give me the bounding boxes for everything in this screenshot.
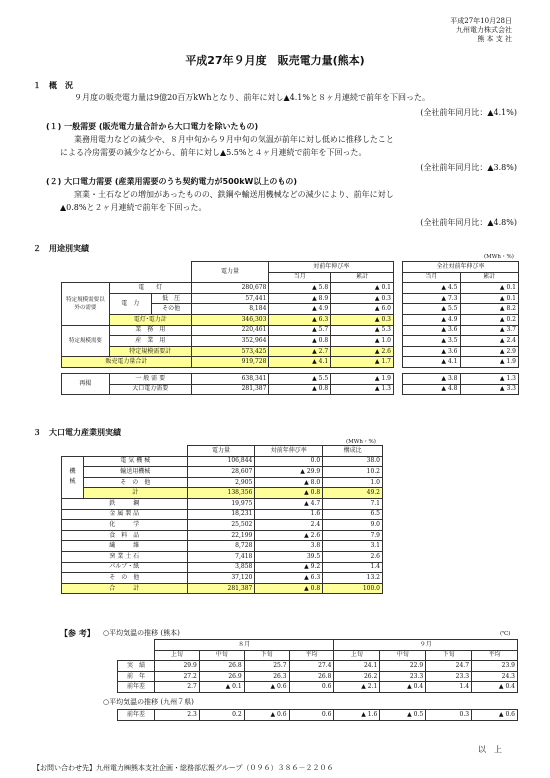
table-cell: 8,728 xyxy=(187,541,255,552)
table-cell: 26.3 xyxy=(244,671,289,682)
table-cell: 8,184 xyxy=(191,304,269,315)
table-cell: ▲ 1.3 xyxy=(331,384,394,395)
table-cell: 24.7 xyxy=(426,661,472,672)
usage-col-month: 当月 xyxy=(269,272,331,283)
table-cell: ▲ 4.1 xyxy=(403,357,461,368)
table-row xyxy=(403,336,519,347)
table-cell: 輸送用機械 xyxy=(83,467,187,478)
table-cell: 2.4 xyxy=(255,520,323,531)
table-cell: 大口電力需要 xyxy=(109,384,191,395)
table-cell: ▲ 2.6 xyxy=(331,346,394,357)
overview-company-ratio: (全社前年同月比：▲4.1%) xyxy=(420,108,517,117)
table-cell: 0.2 xyxy=(199,710,244,721)
table-row xyxy=(62,373,394,384)
table-cell: 18,231 xyxy=(187,509,255,520)
table-cell: 3.8 xyxy=(255,541,323,552)
table-cell: 電灯･電力計 xyxy=(109,314,191,325)
table-row xyxy=(62,477,383,488)
table-cell: ▲ 4.9 xyxy=(269,304,331,315)
table-row xyxy=(62,488,383,499)
table-cell: 2.6 xyxy=(323,551,383,562)
table-cell: 10.2 xyxy=(323,467,383,478)
table-cell: 2,905 xyxy=(187,477,255,488)
usage-col-amount: 電力量 xyxy=(191,262,269,283)
table-cell: 繊 維 xyxy=(62,541,188,552)
table-cell: ▲ 5.7 xyxy=(269,325,331,336)
table-row xyxy=(403,293,519,304)
company-col-cumulative: 累計 xyxy=(460,272,519,283)
table-cell: 1.0 xyxy=(323,477,383,488)
table-cell: 下旬 xyxy=(244,650,289,661)
temp-kumamoto-table xyxy=(117,639,518,693)
table-cell: ▲ 4.8 xyxy=(403,384,461,395)
table-cell: ▲ 6.3 xyxy=(269,314,331,325)
table-cell: 7.1 xyxy=(323,498,383,509)
table-row xyxy=(62,283,394,294)
table-row xyxy=(62,530,383,541)
table-cell: 49.2 xyxy=(323,488,383,499)
table-cell: ▲ 4.1 xyxy=(269,357,331,368)
table-cell: 0.6 xyxy=(289,682,334,693)
table-cell: ▲ 5.5 xyxy=(403,304,461,315)
table-cell: 220,461 xyxy=(191,325,269,336)
table-cell: 0.3 xyxy=(426,710,472,721)
table-cell: 27.2 xyxy=(154,671,199,682)
table-cell: 919,728 xyxy=(191,357,269,368)
table-cell: ▲ 0.3 xyxy=(331,314,394,325)
table-cell: 346,303 xyxy=(191,314,269,325)
table-cell: ▲ 0.4 xyxy=(472,682,518,693)
table-cell: 37,120 xyxy=(187,573,255,584)
table-cell: 下旬 xyxy=(426,650,472,661)
table-cell: 9.0 xyxy=(323,520,383,531)
table-cell: ▲ 0.1 xyxy=(199,682,244,693)
table-row xyxy=(62,541,383,552)
overview-text: ９月度の販売電力量は9億20百万kWhとなり、前年に対し▲4.1%と８ヶ月連続で前年を下回った。 xyxy=(74,93,430,102)
industry-col-yoy: 対前年伸び率 xyxy=(255,446,323,457)
table-cell: ▲ 1.9 xyxy=(460,357,519,368)
table-cell: 24.1 xyxy=(334,661,380,672)
table-cell: 6.5 xyxy=(323,509,383,520)
table-cell: 中旬 xyxy=(380,650,426,661)
document-header xyxy=(450,17,512,44)
table-cell: ▲ 0.6 xyxy=(472,710,518,721)
table-cell: 13.2 xyxy=(323,573,383,584)
table-row xyxy=(403,346,519,357)
table-cell: ▲ 8.9 xyxy=(269,293,331,304)
usage-col-yoy: 対前年伸び率 xyxy=(269,262,394,273)
table-cell: ▲ 2.4 xyxy=(460,336,519,347)
table-cell: 7.9 xyxy=(323,530,383,541)
table-cell: ▲ 1.0 xyxy=(331,336,394,347)
contact-info: 【お問い合わせ先】九州電力㈱熊本支社企画・総務部広報グループ（０９６）３８６－２２０６ xyxy=(33,764,334,772)
table-cell: 23.3 xyxy=(426,671,472,682)
table-cell: ▲ 0.6 xyxy=(244,710,289,721)
table-cell xyxy=(62,446,188,457)
table-cell xyxy=(118,640,155,661)
table-cell: ▲ 0.1 xyxy=(331,283,394,294)
company-ratio-table xyxy=(402,261,519,395)
table-row xyxy=(403,373,519,384)
section-2-heading: ２ 用途別実績 xyxy=(33,244,89,253)
table-cell: ▲ 7.3 xyxy=(403,293,461,304)
table-cell: 138,356 xyxy=(187,488,255,499)
table-cell: 前年差 xyxy=(118,682,155,693)
table-cell: 特定規模需要 xyxy=(62,325,110,357)
large-demand-heading: (２) 大口電力需要 (産業用需要のうち契約電力が500kW以上のもの) xyxy=(46,177,298,186)
table-cell: ▲ 3.5 xyxy=(403,336,461,347)
table-cell: ▲ 2.6 xyxy=(255,530,323,541)
table-cell: ▲ 1.6 xyxy=(334,710,380,721)
section-3-heading: ３ 大口電力産業別実績 xyxy=(33,428,121,437)
table-row xyxy=(403,314,519,325)
table-row xyxy=(62,583,383,594)
company-col-yoy: 全社対前年伸び率 xyxy=(403,262,519,273)
table-cell: 22,199 xyxy=(187,530,255,541)
table-row xyxy=(62,384,394,395)
table-cell: 金 属 製 品 xyxy=(62,509,188,520)
industry-col-share: 構成比 xyxy=(323,446,383,457)
table-row xyxy=(62,562,383,573)
table-cell: 鉄 鋼 xyxy=(62,498,188,509)
table-row xyxy=(62,325,394,336)
general-demand-company-ratio: (全社前年同月比：▲3.8%) xyxy=(420,163,517,172)
table-cell: 食 料 品 xyxy=(62,530,188,541)
end-mark: 以 上 xyxy=(478,745,502,754)
table-cell: ▲ 0.6 xyxy=(244,682,289,693)
table-row xyxy=(62,573,383,584)
table-cell: ▲ 0.8 xyxy=(269,336,331,347)
table-cell: 化 学 xyxy=(62,520,188,531)
table-cell: 0.0 xyxy=(255,456,323,467)
table-cell: 電 力 xyxy=(109,293,151,314)
branch-name: 熊 本 支 社 xyxy=(477,35,512,43)
table-row xyxy=(62,456,383,467)
table-cell: 計 xyxy=(83,488,187,499)
table-cell: 57,441 xyxy=(191,293,269,304)
page-title: 平成27年９月度 販売電力量(熊本) xyxy=(185,54,365,67)
table-cell: ▲ 8.0 xyxy=(255,477,323,488)
table-cell: 合 計 xyxy=(62,583,188,594)
table-cell: ▲ 4.9 xyxy=(403,314,461,325)
table-cell: 販売電力量合計 xyxy=(62,357,192,368)
table-cell: 実 績 xyxy=(118,661,155,672)
table-cell: ▲ 8.2 xyxy=(460,304,519,315)
table-cell: 特定規模需要以外の需要 xyxy=(62,283,110,325)
table-cell: 1.4 xyxy=(426,682,472,693)
table-cell: ▲ 4.5 xyxy=(403,283,461,294)
table-cell: 3.1 xyxy=(323,541,383,552)
large-demand-text-2: ▲0.8%と２ヶ月連続で前年を下回った。 xyxy=(60,203,207,212)
temp-unit: (℃) xyxy=(500,631,511,637)
table-cell: 281,387 xyxy=(191,384,269,395)
table-cell: 電 灯 xyxy=(109,283,191,294)
large-demand-text-1: 窯業・土石などの増加があったものの、鉄鋼や輸送用機械などの減少により、前年に対し xyxy=(74,190,394,199)
table-cell: 1.4 xyxy=(323,562,383,573)
table-row xyxy=(62,498,383,509)
table-cell: 23.9 xyxy=(472,661,518,672)
table-row xyxy=(62,467,383,478)
table-cell: その他 xyxy=(151,304,191,315)
large-demand-company-ratio: (全社前年同月比：▲4.8%) xyxy=(420,218,517,227)
general-demand-text-2: による冷房需要の減少などから、前年に対し▲5.5%と４ヶ月連続で前年を下回った。 xyxy=(60,148,367,157)
table-cell: ▲ 9.2 xyxy=(255,562,323,573)
table-cell: ▲ 6.3 xyxy=(255,573,323,584)
table-row xyxy=(403,384,519,395)
table-cell: ▲ 0.8 xyxy=(255,583,323,594)
table-cell: ▲ 3.7 xyxy=(460,325,519,336)
table-cell: ▲ 5.5 xyxy=(269,373,331,384)
table-cell: 38.0 xyxy=(323,456,383,467)
table-row xyxy=(403,283,519,294)
table-row xyxy=(403,357,519,368)
table-row xyxy=(62,336,394,347)
table-cell: ▲ 0.1 xyxy=(460,283,519,294)
table-cell: ▲ 3.3 xyxy=(460,384,519,395)
table-cell: ▲ 0.8 xyxy=(255,488,323,499)
usage-col-cumulative: 累計 xyxy=(331,272,394,283)
table-cell: そ の 他 xyxy=(62,573,188,584)
table-cell: 26.8 xyxy=(199,661,244,672)
table-row xyxy=(403,304,519,315)
table-row xyxy=(62,551,383,562)
table-row xyxy=(118,661,518,672)
table-cell: 352,964 xyxy=(191,336,269,347)
table-cell: 窯 業 土 石 xyxy=(62,551,188,562)
table-cell: ▲ 0.8 xyxy=(269,384,331,395)
table-cell: 再掲 xyxy=(62,373,110,394)
industry-table xyxy=(61,445,383,594)
table-cell: 638,341 xyxy=(191,373,269,384)
general-demand-heading: (１) 一般需要 (販売電力量合計から大口電力を除いたもの) xyxy=(46,122,259,131)
temp-col-september: ９月 xyxy=(334,640,518,651)
table-cell: ▲ 3.6 xyxy=(403,325,461,336)
table-cell: 平均 xyxy=(289,650,334,661)
table-cell: パルプ・紙 xyxy=(62,562,188,573)
table-cell: ▲ 0.4 xyxy=(380,682,426,693)
table-cell: 27.4 xyxy=(289,661,334,672)
table-cell: 0.6 xyxy=(289,710,334,721)
table-cell: 100.0 xyxy=(323,583,383,594)
table-cell: 中旬 xyxy=(199,650,244,661)
table-cell: ▲ 1.7 xyxy=(331,357,394,368)
table-cell: 2.7 xyxy=(154,682,199,693)
table-cell: 上旬 xyxy=(154,650,199,661)
table-cell: ▲ 2.1 xyxy=(334,682,380,693)
temp-kumamoto-title: ○平均気温の推移 (熊本) xyxy=(103,629,180,637)
table-cell: 29.9 xyxy=(154,661,199,672)
table-row xyxy=(62,293,394,304)
table-cell: 平均 xyxy=(472,650,518,661)
table-row xyxy=(118,710,518,721)
table-cell: 25.7 xyxy=(244,661,289,672)
table-cell: 106,844 xyxy=(187,456,255,467)
company-col-month: 当月 xyxy=(403,272,461,283)
table-cell xyxy=(62,262,192,283)
table-cell: 19,975 xyxy=(187,498,255,509)
table-cell: 3,858 xyxy=(187,562,255,573)
table-cell: 産 業 用 xyxy=(109,336,191,347)
industry-unit: (MWh・%) xyxy=(346,439,376,445)
table-row xyxy=(62,346,394,357)
temp-col-august: ８月 xyxy=(154,640,334,651)
table-cell: ▲ 2.9 xyxy=(460,346,519,357)
company-name: 九州電力株式会社 xyxy=(456,26,512,34)
table-cell: そ の 他 xyxy=(83,477,187,488)
table-cell: 前年差 xyxy=(118,710,155,721)
table-cell: 25,502 xyxy=(187,520,255,531)
table-cell: ▲ 0.2 xyxy=(460,314,519,325)
table-cell: 22.9 xyxy=(380,661,426,672)
table-cell: ▲ 29.9 xyxy=(255,467,323,478)
table-cell: 上旬 xyxy=(334,650,380,661)
table-row xyxy=(403,325,519,336)
table-cell: ▲ 5.8 xyxy=(269,283,331,294)
table-cell: 39.5 xyxy=(255,551,323,562)
table-cell: ▲ 3.8 xyxy=(403,373,461,384)
table-cell: ▲ 4.7 xyxy=(255,498,323,509)
table-row xyxy=(118,682,518,693)
table-cell: 573,425 xyxy=(191,346,269,357)
table-cell: 7,418 xyxy=(187,551,255,562)
table-cell: 26.2 xyxy=(334,671,380,682)
table-row xyxy=(62,314,394,325)
table-cell: ▲ 0.3 xyxy=(331,293,394,304)
table-cell: ▲ 3.6 xyxy=(403,346,461,357)
temp-kyushu-table xyxy=(117,709,518,721)
table-cell: 2.3 xyxy=(154,710,199,721)
table-cell: ▲ 1.3 xyxy=(460,373,519,384)
general-demand-text-1: 業務用電力などの減少や、８月中旬から９月中旬の気温が前年に対し低めに推移したこと xyxy=(74,135,394,144)
issue-date: 平成27年10月28日 xyxy=(450,17,512,25)
table-cell: 一 般 需 要 xyxy=(109,373,191,384)
table-cell: 28,607 xyxy=(187,467,255,478)
table-cell: 23.3 xyxy=(380,671,426,682)
table-row xyxy=(62,520,383,531)
table-cell: ▲ 6.0 xyxy=(331,304,394,315)
table-cell: 280,678 xyxy=(191,283,269,294)
table-cell: 26.8 xyxy=(289,671,334,682)
table-cell: 前 年 xyxy=(118,671,155,682)
section-1-heading: １ 概 況 xyxy=(33,81,73,90)
table-cell: 低 圧 xyxy=(151,293,191,304)
table-cell: ▲ 2.7 xyxy=(269,346,331,357)
table-cell: 特定規模需要計 xyxy=(109,346,191,357)
table-cell: 機 械 xyxy=(62,456,84,498)
table-cell: 1.6 xyxy=(255,509,323,520)
table-cell: 26.9 xyxy=(199,671,244,682)
usage-unit: (MWh・%) xyxy=(484,254,514,260)
table-row xyxy=(118,671,518,682)
table-cell: 業 務 用 xyxy=(109,325,191,336)
table-cell: ▲ 5.3 xyxy=(331,325,394,336)
table-cell: ▲ 0.1 xyxy=(460,293,519,304)
table-row xyxy=(62,509,383,520)
table-cell: 電 気 機 械 xyxy=(83,456,187,467)
table-cell: 281,387 xyxy=(187,583,255,594)
usage-table xyxy=(61,261,394,395)
table-cell: ▲ 0.5 xyxy=(380,710,426,721)
temp-kyushu-title: ○平均気温の推移 (九州７県) xyxy=(103,698,194,706)
reference-heading: 【参 考】 xyxy=(60,629,95,638)
industry-col-amount: 電力量 xyxy=(187,446,255,457)
table-cell: ▲ 1.9 xyxy=(331,373,394,384)
table-cell: 24.3 xyxy=(472,671,518,682)
table-row xyxy=(62,357,394,368)
